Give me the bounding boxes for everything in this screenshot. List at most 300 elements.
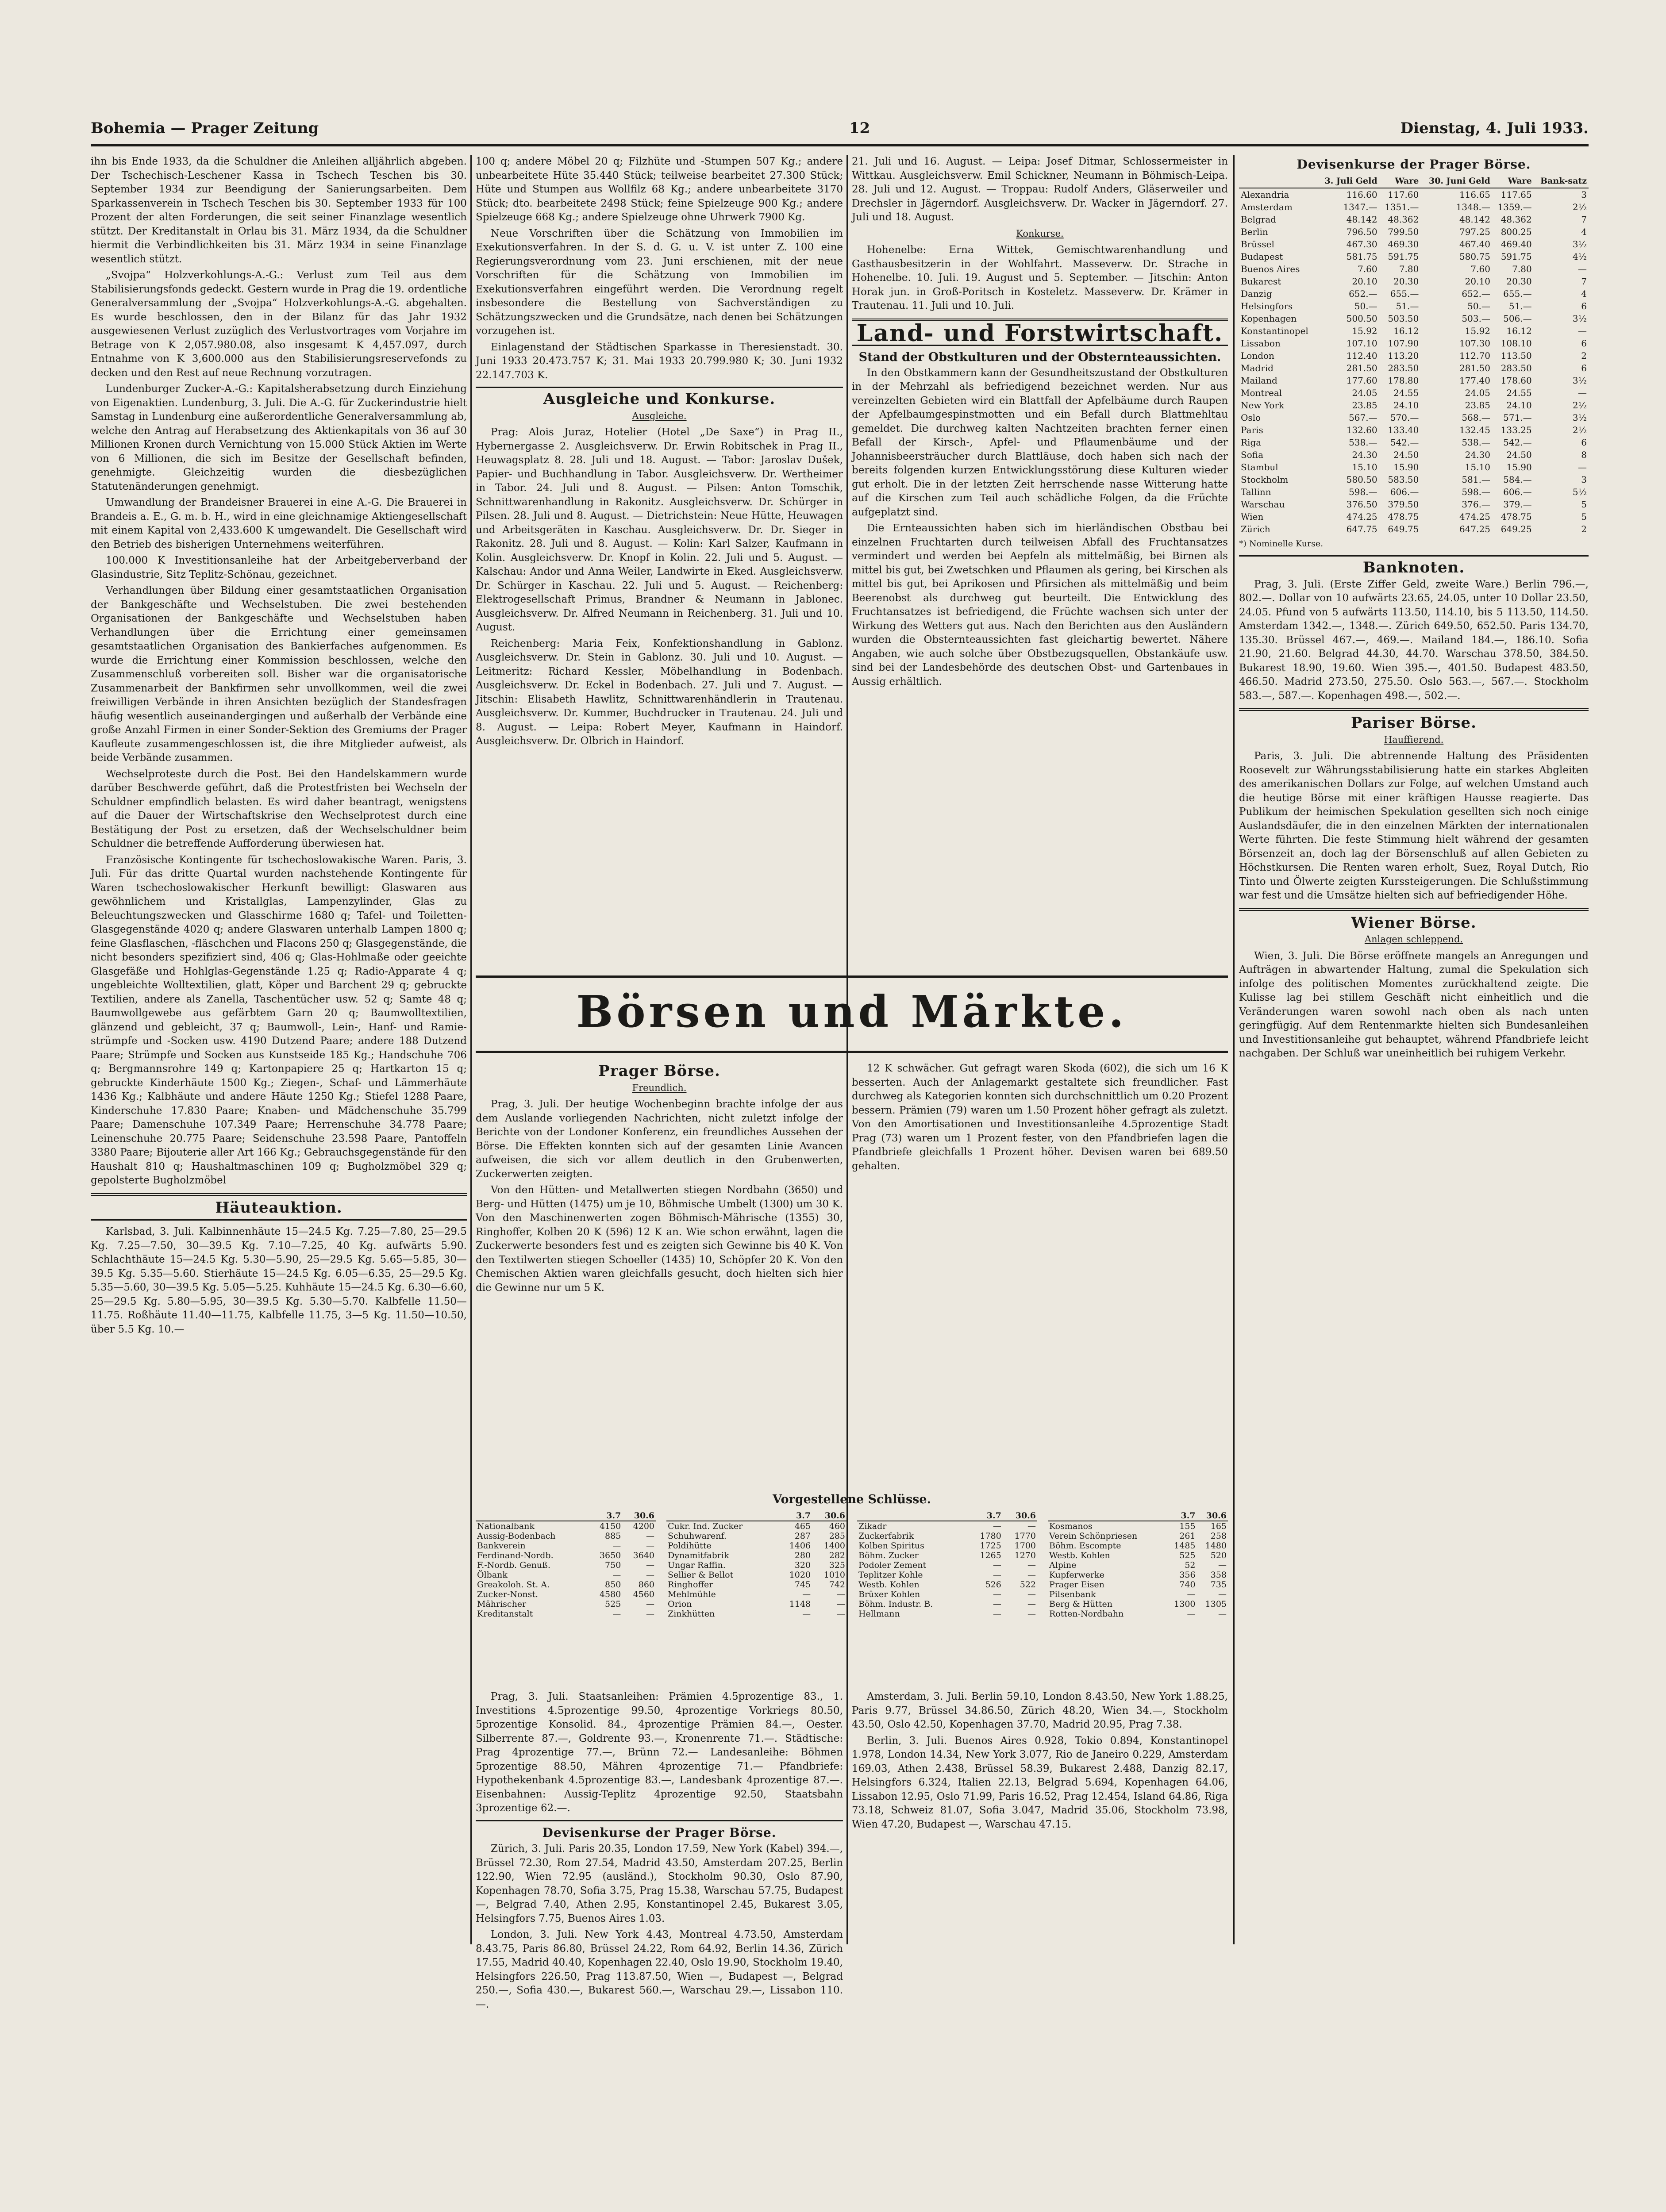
table-cell: Alexandria <box>1241 189 1289 200</box>
table-cell: 469.40 <box>1501 238 1532 250</box>
table-cell: 48.362 <box>1388 214 1419 225</box>
table-cell: 48.142 <box>1459 214 1490 225</box>
article-paragraph: In den Obstkammern kann der Gesundheitszustand der Obstkulturen in der Mehrzahl als befriedigend bezeichnet werden. Nur aus vereinzelten Gebieten wird ein Blattfall der Apfelbäume durch Raupen der Apfelbaumgespinstmotten und ein Befall durch Blattmehltau gemeldet. Die durchweg kalten Nachtzeiten brachten ferner einen Befall der Kirsch-, Apfel- und Pflaumenbäume und der Johannisbeersträucher durch Blattläuse, doch haben sich nach der bereits folgenden kurzen Entwicklungsstörung diese Kulturen wieder gut erholt. Die in der letzten Zeit herrschende nasse Witterung hatte auf die Kirschen zum Teil auch schädliche Folgen, da die Früchte aufgeplatzt sind. <box>852 367 1228 518</box>
article-paragraph: Hohenelbe: Erna Wittek, Gemischtwarenhandlung und Gasthausbesitzerin in der Wohlfahrt. Masseverw. Dr. Strache in Hohenelbe. 10. Juli. 19. August und 5. September. — Jitschin: Anton Horak jun. in Groß-Poritsch in Kosteletz. Masseverw. Dr. Krämer in Trautenau. 11. Juli und 10. Juli. <box>852 244 1228 311</box>
table-cell: 15.90 <box>1506 461 1532 472</box>
table-cell: 281.50 <box>1346 362 1377 373</box>
table-cell: 24.30 <box>1465 449 1490 460</box>
table-cell: 379.— <box>1503 499 1532 510</box>
exchange-rate-table <box>1239 174 1589 535</box>
table-cell: — <box>612 1541 621 1551</box>
table-row <box>476 1590 656 1599</box>
table-cell: Ölbank <box>477 1570 508 1580</box>
column-header <box>1048 1511 1166 1521</box>
table-cell: 16.12 <box>1393 325 1419 336</box>
table-cell: 860 <box>638 1580 654 1590</box>
closing-prices-subtable <box>666 1511 846 1619</box>
table-cell: 520 <box>1210 1551 1227 1560</box>
section-title: Wiener Börse. <box>1351 914 1477 932</box>
table-cell: 24.55 <box>1393 387 1419 398</box>
table-row <box>1048 1590 1228 1599</box>
table-cell: Danzig <box>1241 288 1272 299</box>
table-row <box>857 1590 1037 1599</box>
table-cell: 7.80 <box>1399 263 1419 274</box>
table-cell: 281.50 <box>1459 362 1490 373</box>
table-title: Vorgestellene Schlüsse. <box>773 1493 931 1506</box>
table-cell: 538.— <box>1349 437 1377 448</box>
article-paragraph: Französische Kontingente für tschechoslowakische Waren. Paris, 3. Juli. Für das dritte Quartal wurden nachstehende Kontingente für Waren tschechoslowakischer Herkunft bewilligt: Glaswaren aus gewöhnlichem und Kristallglas, Lampenzylinder, Glas zu Beleuchtungszwecken und Glasschirme 1680 q; Tafel- und Toiletten-Glasgegenstände 4020 q; andere Glaswaren unterhalb Lampen 1800 q; feine Glasflaschen, -fläschchen und Flacons 250 q; Glasgegenstände, die nicht besonders spezifiziert sind, 406 q; Glas-Hohlmaße oder geeichte Glasgefäße und Hohlglas-Gegenstände 1.25 q; Radio-Apparate 4 q; ungebleichte Wolltextilien, glatt, Köper und Barchent 29 q; gebruckte Textilien, andere als Zanella, Taschentücher usw. 52 q; Samte 48 q; Baumwollgewebe aus gefärbtem Garn 20 q; Baumwolltextilien, glänzend und gebleicht, 37 q; Baumwoll-, Lein-, Hanf- und Ramie-strümpfe und -Socken usw. 4190 Dutzend Paare; andere 188 Dutzend Paare; Strümpfe und Socken aus Kunstseide 185 Kg.; Handschuhe 706 q; Bergmannsrohre 149 q; Kartonpapiere 25 q; Hartkarton 15 q; gebruckte Kinderhäute 1500 Kg.; Ziegen-, Schaf- und Lämmerhäute 1436 Kg.; Kalbhäute und andere Häute 1250 Kg.; Stiefel 1288 Paare, Kinderschuhe 17.830 Paare; Knaben- und Mädchenschuhe 35.799 Paare; Damenschuhe 107.349 Paare; Herrenschuhe 34.778 Paare; Leinenschuhe 20.775 Paare; Seidenschuhe 23.598 Paare, Pantoffeln 3380 Paare; Bijouterie aller Art 166 Kg.; Gebrauchsgegenstände für den Haushalt 810 q; Haushaltmaschinen 109 q; Bugholzmöbel 329 q; gepolsterte Bugholzmöbel <box>91 854 467 1186</box>
table-row <box>1239 188 1589 201</box>
table-cell: 15.92 <box>1352 325 1377 336</box>
table-cell: 51.— <box>1396 300 1419 311</box>
table-row <box>1239 449 1589 461</box>
column-header: 3.7 <box>777 1511 812 1521</box>
table-cell: — <box>1027 1570 1036 1580</box>
table-row <box>857 1599 1037 1609</box>
table-header-row <box>857 1511 1037 1521</box>
table-cell: Nationalbank <box>477 1521 535 1531</box>
table-row <box>666 1590 846 1599</box>
table-cell: 1406 <box>789 1541 811 1551</box>
table-row <box>1239 411 1589 424</box>
table-cell: 16.12 <box>1506 325 1532 336</box>
table-cell: Mehlmühle <box>668 1590 716 1599</box>
table-cell: 7.60 <box>1358 263 1377 274</box>
table-cell: — <box>993 1560 1001 1570</box>
table-cell: — <box>993 1609 1001 1619</box>
table-cell: 3½ <box>1572 412 1587 423</box>
table-cell: Oslo <box>1241 412 1261 423</box>
section-title: Prager Börse. <box>598 1062 720 1080</box>
table-cell: — <box>1027 1560 1036 1570</box>
table-cell: 850 <box>605 1580 621 1590</box>
table-row <box>666 1580 846 1590</box>
table-cell: 568.— <box>1462 412 1490 423</box>
running-head <box>91 111 1589 137</box>
table-cell: Verein Schönpriesen <box>1049 1531 1138 1541</box>
section-subtitle: Hauffierend. <box>1384 734 1444 745</box>
table-cell: Brüssel <box>1241 238 1274 250</box>
table-cell: 24.10 <box>1506 399 1532 411</box>
column-header <box>857 1511 968 1521</box>
article-paragraph: 21. Juli und 16. August. — Leipa: Josef Ditmar, Schlossermeister in Wittkau. Ausgleichsverw. Emil Schickner, Neumann in Böhmisch-Leipa. 28. Juli und 12. August. — Troppau: Rudolf Anders, Gläserweiler und Drechsler in Jägerndorf. Ausgleichsverw. Dr. Wacker in Jägerndorf. 27. Juli und 18. August. <box>852 156 1228 223</box>
table-row <box>476 1599 656 1609</box>
table-cell: 15.10 <box>1465 461 1490 472</box>
table-cell: Ungar Raffin. <box>668 1560 726 1570</box>
table-cell: — <box>837 1609 845 1619</box>
article-paragraph: Prag, 3. Juli. Staatsanleihen: Prämien 4.5prozentige 83., 1. Investitions 4.5prozentige 99.50, 4prozentige Vorkriegs 80.50, 5prozentige Konsolid. 84., 4prozentige Prämien 84.—, Oester. Silberrente 87.—, Goldrente 93.—, Kronenrente 71.—. Städtische: Prag 4prozentige 77.—, Brünn 72.— Landesanleihe: Böhmen 5prozentige 88.50, Mähren 4prozentige 71.— Pfandbriefe: Hypothekenbank 4.5prozentige 83.—, Landesbank 4prozentige 87.—. Eisenbahnen: Aussig-Teplitz 4prozentige 92.50, Staatsbahn 3prozentige 62.—. <box>476 1691 843 1814</box>
table-cell: Tallinn <box>1241 486 1271 497</box>
table-cell: 1359.— <box>1497 201 1532 212</box>
article-paragraph: London, 3. Juli. New York 4.43, Montreal 4.73.50, Amsterdam 8.43.75, Paris 86.80, Brüssel 24.22, Rom 64.92, Berlin 14.36, Zürich 17.55, Madrid 40.40, Kopenhagen 22.40, Oslo 19.90, Stockholm 19.40, Helsingfors 226.50, Prag 113.87.50, Wien —, Budapest —, Belgrad 250.—, Sofia 430.—, Bukarest 560.—, Warschau 29.—, Lissabon 110.—. <box>476 1929 843 2010</box>
table-row <box>666 1599 846 1609</box>
column-header: 3. Juli Geld <box>1317 174 1379 188</box>
table-cell: Bankverein <box>477 1541 526 1551</box>
table-row <box>1239 523 1589 535</box>
table-cell: — <box>993 1570 1001 1580</box>
table-cell: 2½ <box>1572 424 1587 435</box>
table-cell: 478.75 <box>1501 511 1532 522</box>
article-paragraph: ihn bis Ende 1933, da die Schuldner die Anleihen alljährlich abgeben. Der Tschechisch-Leschener Kassa in Tschech Teschen bis 30. September 1934 zur Beendigung der Sanierungsarbeiten. Dem Sparkassenverein in Tschech Teschen bis 30. September 1933 für 100 Prozent der alten Forderungen, die seit seiner Finanzlage wesentlich stützt. Der Kreditanstalt in Orlau bis 31. März 1934, da die Schuldner hiermit die Verbindlichkeiten bis 31. März 1934 in seine Finanzlage wesentlich stützt. <box>91 156 467 265</box>
table-cell: 2 <box>1581 523 1587 534</box>
section-title: Ausgleiche und Konkurse. <box>543 390 776 408</box>
table-cell: 8 <box>1581 449 1587 460</box>
table-cell: 460 <box>829 1521 845 1531</box>
table-row <box>476 1541 656 1551</box>
table-cell: — <box>1027 1590 1036 1599</box>
table-cell: Madrid <box>1241 362 1274 373</box>
table-cell: 51.— <box>1508 300 1532 311</box>
column-rule <box>1233 155 1235 1944</box>
table-cell: 652.— <box>1349 288 1377 299</box>
table-cell: 591.75 <box>1501 251 1532 262</box>
table-row <box>666 1531 846 1541</box>
table-cell: 15.10 <box>1352 461 1377 472</box>
table-cell: 155 <box>1179 1521 1196 1531</box>
table-row <box>1239 362 1589 374</box>
column-header <box>476 1511 589 1521</box>
table-cell: 580.50 <box>1346 474 1377 485</box>
table-row <box>857 1541 1037 1551</box>
table-cell: 745 <box>794 1580 811 1590</box>
table-row <box>1048 1551 1228 1560</box>
table-cell: 3 <box>1581 474 1587 485</box>
table-row <box>666 1521 846 1531</box>
column-header: 30.6 <box>812 1511 846 1521</box>
table-cell: 50.— <box>1467 300 1490 311</box>
table-cell: 7 <box>1581 214 1587 225</box>
table-row <box>1239 461 1589 473</box>
table-cell: 503.50 <box>1388 313 1419 324</box>
article-paragraph: 12 K schwächer. Gut gefragt waren Skoda (602), die sich um 16 K besserten. Auch der Anlagemarkt gestaltete sich freundlicher. Fast durchweg als Kategorien konnten sich durchschnittlich um 0.20 Prozent bessern. Prämien (79) waren um 1.50 Prozent höher gefragt als zuletzt. Von den Amortisationen und Investitionsanleihe 4.5prozentige Stadt Prag (73) waren um 1 Prozent fester, von den Pfandbriefen lagen die Pfandbriefe gleichfalls 1 Prozent höher. Devisen waren bei 689.50 gehalten. <box>852 1063 1228 1172</box>
article-paragraph: Die Ernteaussichten haben sich im hierländischen Obstbau bei einzelnen Fruchtarten durch teilweisen Abfall des Fruchtansatzes vermindert und werden bei Aepfeln als mittelmäßig, bei Birnen als mittel bis gut, bei Zwetschken und Pflaumen als gering, bei Kirschen als mittel bis gut, bei Aprikosen und Pfirsichen als mittelmäßig und beim Beerenobst als durchweg gut beurteilt. Die Entwicklung des Fruchtansatzes ist befriedigend, die Früchte wachsen sich unter der Wirkung des Wetters gut aus. Nach den Berichten aus den Ausländern wurden die Obsternteaussichten fast gleichartig bewertet. Nähere Angaben, wie auch solche über Obstbezugsquellen, Obstankäufe usw. sind bei der Landesbehörde des deutschen Obst- und Gartenbaues in Aussig erhältlich. <box>852 522 1228 687</box>
table-row <box>666 1609 846 1619</box>
table-row <box>476 1521 656 1531</box>
table-cell: 6 <box>1581 300 1587 311</box>
table-cell: 580.75 <box>1459 251 1490 262</box>
table-cell: Westb. Kohlen <box>858 1580 920 1590</box>
table-cell: — <box>1218 1609 1227 1619</box>
table-cell: Lissabon <box>1241 338 1281 349</box>
table-cell: London <box>1241 350 1274 361</box>
table-row <box>1048 1541 1228 1551</box>
table-cell: 356 <box>1179 1570 1196 1580</box>
table-cell: 598.— <box>1349 486 1377 497</box>
table-cell: 2½ <box>1572 399 1587 411</box>
section-subtitle: Ausgleiche. <box>632 410 687 421</box>
table-row <box>1048 1609 1228 1619</box>
table-cell: 742 <box>829 1580 845 1590</box>
table-row <box>476 1531 656 1541</box>
table-row <box>1239 387 1589 399</box>
staatsanleihen-article <box>476 1690 843 2010</box>
table-cell: 1770 <box>1014 1531 1036 1541</box>
column-header: 30.6 <box>1003 1511 1037 1521</box>
section-title: Devisenkurse der Prager Börse. <box>1297 157 1531 172</box>
table-cell: — <box>612 1570 621 1580</box>
table-cell: Brüxer Kohlen <box>858 1590 920 1599</box>
table-row <box>857 1521 1037 1531</box>
table-cell: 647.25 <box>1459 523 1490 534</box>
column-header: 3.7 <box>968 1511 1003 1521</box>
table-cell: Budapest <box>1241 251 1283 262</box>
table-cell: — <box>646 1560 654 1570</box>
table-cell: 287 <box>794 1531 811 1541</box>
banner-rule <box>476 975 1228 978</box>
section-rule <box>1239 555 1589 557</box>
table-row <box>1239 300 1589 312</box>
table-cell: 24.05 <box>1465 387 1490 398</box>
table-row <box>857 1570 1037 1580</box>
section-rule <box>1239 708 1589 711</box>
header-rule <box>91 144 1589 146</box>
table-cell: — <box>802 1590 811 1599</box>
table-header-row <box>666 1511 846 1521</box>
table-cell: Dynamitfabrik <box>668 1551 729 1560</box>
table-cell: — <box>1027 1609 1036 1619</box>
table-cell: 2½ <box>1572 201 1587 212</box>
table-cell: 1400 <box>823 1541 845 1551</box>
table-row <box>1239 424 1589 436</box>
banner-rule <box>476 1051 1228 1053</box>
table-cell: Pilsenbank <box>1049 1590 1096 1599</box>
section-title: Pariser Börse. <box>1351 714 1477 732</box>
table-cell: Alpine <box>1049 1560 1077 1570</box>
article-paragraph: Verhandlungen über Bildung einer gesamtstaatlichen Organisation der Bankgeschäfte und Wechselstuben. Die zwei bestehenden Organisationen der Bankgeschäfte und Wechselstuben haben Verhandlungen über die Errichtung einer gemeinsamen gesamtstaatlichen Organisation des Bankierfaches aufgenommen. Es wurde die Errichtung einer Kommission beschlossen, welche den Zusammenschluß vorbereiten soll. Bisher war die organisatorische Zusammenarbeit der Bankfirmen sehr unvollkommen, weil die zwei freiwilligen Verbände in ihren Ansichten bezüglich der Standesfragen häufig wesentlich auseinandergingen und außerhalb der Verbände eine große Anzahl Firmen in einer Sonder-Sektion des Gremiums der Prager Kaufleute zusammengeschlossen ist, die ihre Mitglieder aufweist, als beide Verbände zusammen. <box>91 585 467 764</box>
table-cell: 24.50 <box>1393 449 1419 460</box>
table-cell: Böhm. Industr. B. <box>858 1599 933 1609</box>
table-cell: F.-Nordb. Genuß. <box>477 1560 550 1570</box>
table-cell: 261 <box>1179 1531 1196 1541</box>
table-cell: 655.— <box>1390 288 1419 299</box>
table-cell: 117.60 <box>1388 189 1419 200</box>
table-cell: — <box>1187 1590 1196 1599</box>
table-cell: 325 <box>829 1560 845 1570</box>
article-paragraph: 100 q; andere Möbel 20 q; Filzhüte und -Stumpen 507 Kg.; andere unbearbeitete Hüte 35.440 Stück; teilweise bearbeitet 27.300 Stück; Hüte und Stumpen aus Wollfilz 68 Kg.; andere unbearbeitete 3170 Stück; dto. bearbeitete 2498 Stück; feine Spielzeuge 900 Kg.; andere Spielzeuge 668 Kg.; andere Spielzeuge ohne Uhrwerk 7900 Kg. <box>476 156 843 223</box>
table-cell: — <box>1027 1599 1036 1609</box>
table-cell: 885 <box>605 1531 621 1541</box>
table-cell: 571.— <box>1503 412 1532 423</box>
table-row <box>476 1551 656 1560</box>
column-header: Ware <box>1379 174 1421 188</box>
table-cell: Zucker-Nonst. <box>477 1590 539 1599</box>
table-cell: Teplitzer Kohle <box>858 1570 923 1580</box>
table-cell: Poldihütte <box>668 1541 712 1551</box>
table-row <box>1239 201 1589 213</box>
table-cell: Zikadr <box>858 1521 887 1531</box>
table-cell: 113.50 <box>1501 350 1532 361</box>
table-cell: 116.65 <box>1459 189 1490 200</box>
table-cell: 647.75 <box>1346 523 1377 534</box>
table-cell: 112.70 <box>1459 350 1490 361</box>
table-cell: 1485 <box>1174 1541 1196 1551</box>
table-cell: Mailand <box>1241 375 1277 386</box>
table-cell: 358 <box>1210 1570 1227 1580</box>
table-row <box>1239 275 1589 288</box>
table-cell: 1305 <box>1205 1599 1227 1609</box>
table-header-row <box>1048 1511 1228 1521</box>
closing-prices-subtable <box>1048 1511 1228 1619</box>
article-paragraph: „Svojpa“ Holzverkohlungs-A.-G.: Verlust zum Teil aus dem Stabilisierungsfonds gedeckt. Gestern wurde in Prag die 19. ordentliche Generalversammlung der „Svojpa“ Holzverkohlungs-A.-G. abgehalten. Es wurde beschlossen, den in der Bilanz für das Jahr 1932 ausgewiesenen Verlust zuzüglich des Verlustvortrages vom Vorjahre im Betrage von K 2,057.980.08, also insgesamt K 4,457.097, durch Entnahme von K 3,600.000 aus den Stabilisierungsreservefonds zu decken und den Rest auf neue Rechnung vorzutragen. <box>91 269 467 379</box>
section-rule <box>476 387 843 388</box>
table-row <box>1048 1570 1228 1580</box>
section-rule <box>91 1219 467 1221</box>
table-cell: 606.— <box>1390 486 1419 497</box>
table-cell: 478.75 <box>1388 511 1419 522</box>
table-cell: New York <box>1241 399 1284 411</box>
table-cell: 538.— <box>1462 437 1490 448</box>
table-cell: 15.92 <box>1465 325 1490 336</box>
table-cell: 283.50 <box>1388 362 1419 373</box>
table-row <box>857 1531 1037 1541</box>
table-cell: Prager Eisen <box>1049 1580 1104 1590</box>
table-cell: 5 <box>1581 499 1587 510</box>
table-cell: 23.85 <box>1352 399 1377 411</box>
table-row <box>1239 263 1589 275</box>
table-cell: 584.— <box>1503 474 1532 485</box>
table-cell: Kreditanstalt <box>477 1609 533 1619</box>
table-cell: 4150 <box>599 1521 621 1531</box>
table-cell: Kolben Spiritus <box>858 1541 924 1551</box>
table-cell: 1020 <box>789 1570 811 1580</box>
article-paragraph: Prag, 3. Juli. Der heutige Wochenbeginn brachte infolge der aus dem Auslande vorliegenden Nachrichten, nicht zuletzt infolge der Berichte von der Londoner Konferenz, ein freundliches Aussehen der Börse. Die Effekten konnten sich auf der gesamten Linie Avancen aufweisen, die sich vor allem deutlich in den Grubenwerten, Zuckerwerten zeigten. <box>476 1098 843 1180</box>
table-cell: 50.— <box>1354 300 1377 311</box>
table-cell: 503.— <box>1462 313 1490 324</box>
column-header: Bank-satz <box>1534 174 1589 188</box>
table-cell: 1270 <box>1014 1551 1036 1560</box>
table-cell: 735 <box>1210 1580 1227 1590</box>
table-cell: Konstantinopel <box>1241 325 1308 336</box>
table-row <box>1239 238 1589 250</box>
table-cell: 655.— <box>1503 288 1532 299</box>
table-cell: Kopenhagen <box>1241 313 1297 324</box>
table-cell: 652.— <box>1462 288 1490 299</box>
table-cell: 583.50 <box>1388 474 1419 485</box>
table-cell: Helsingfors <box>1241 300 1293 311</box>
table-cell: 108.10 <box>1501 338 1532 349</box>
closing-prices-grid <box>476 1511 1228 1619</box>
table-cell: Aussig-Bodenbach <box>477 1531 556 1541</box>
table-row <box>1239 213 1589 226</box>
table-row <box>1239 399 1589 411</box>
table-row <box>857 1580 1037 1590</box>
table-cell: Zuckerfabrik <box>858 1531 914 1541</box>
closing-prices-table <box>476 1491 1228 1677</box>
table-cell: 1725 <box>980 1541 1001 1551</box>
table-cell: 7 <box>1581 276 1587 287</box>
table-cell: 3640 <box>633 1551 654 1560</box>
section-rule <box>476 1820 843 1821</box>
table-cell: 107.30 <box>1459 338 1490 349</box>
table-cell: 542.— <box>1503 437 1532 448</box>
table-row <box>1239 288 1589 300</box>
column-header <box>1239 174 1317 188</box>
table-row <box>1239 312 1589 325</box>
table-cell: 649.25 <box>1501 523 1532 534</box>
table-cell: 4 <box>1581 288 1587 299</box>
table-cell: Zinkhütten <box>668 1609 715 1619</box>
article-paragraph: Wechselproteste durch die Post. Bei den Handelskammern wurde darüber Beschwerde geführt, daß die Protestfristen bei Wechseln der Schuldner empfindlich belasten. Es wird daher beantragt, wenigstens auf die Dauer der Wirtschaftskrise den Wechselprotest durch eine Bestätigung der Post zu ersetzen, daß der Wechselschuldner beim Schuldner die betreffende Aufforderung überwiesen hat. <box>91 768 467 849</box>
table-cell: 15.90 <box>1393 461 1419 472</box>
article-paragraph: Lundenburger Zucker-A.-G.: Kapitalsherabsetzung durch Einziehung von Eigenaktien. Lundenburg, 3. Juli. Die A.-G. für Zuckerindustrie hielt Samstag in Lundenburg eine außerordentliche Generalversammlung ab, welche den Antrag auf Herabsetzung des Aktienkapitals von 36 auf 30 Millionen Kronen durch Vernichtung von 15.000 Stück Aktien im Werte von 6 Millionen, die sich im Besitze der Gesellschaft befinden, genehmigte. Gleichzeitig wurden die diesbezüglichen Statutenänderungen genehmigt. <box>91 383 467 492</box>
table-row <box>476 1580 656 1590</box>
section-title: Land- und Forstwirtschaft. <box>856 319 1224 347</box>
table-row <box>1048 1580 1228 1590</box>
table-cell: 24.55 <box>1506 387 1532 398</box>
table-row <box>857 1560 1037 1570</box>
table-row <box>1239 337 1589 349</box>
column-3 <box>852 155 1228 969</box>
table-row <box>476 1570 656 1580</box>
table-row <box>1239 473 1589 486</box>
table-cell: 112.40 <box>1346 350 1377 361</box>
table-cell: 20.30 <box>1393 276 1419 287</box>
table-cell: 1700 <box>1014 1541 1036 1551</box>
table-row <box>476 1609 656 1619</box>
table-cell: 7.60 <box>1470 263 1490 274</box>
closing-prices-subtable <box>857 1511 1037 1619</box>
table-cell: — <box>646 1609 654 1619</box>
table-cell: 24.10 <box>1393 399 1419 411</box>
table-cell: — <box>802 1609 811 1619</box>
table-cell: Mährischer <box>477 1599 527 1609</box>
table-cell: 320 <box>794 1560 811 1570</box>
foreign-exchange-article <box>852 1690 1228 1982</box>
issue-date: Dienstag, 4. Juli 1933. <box>1400 119 1589 137</box>
article-paragraph: 100.000 K Investitionsanleihe hat der Arbeitgeberverband der Glasindustrie, Sitz Teplitz-Schönau, gezeichnet. <box>91 555 467 580</box>
table-cell: Kupferwerke <box>1049 1570 1104 1580</box>
table-cell: Kosmanos <box>1049 1521 1093 1531</box>
table-cell: Berg & Hütten <box>1049 1599 1113 1609</box>
table-cell: 591.75 <box>1388 251 1419 262</box>
table-cell: 581.— <box>1462 474 1490 485</box>
table-cell: 2 <box>1581 350 1587 361</box>
running-head-left: Bohemia — Prager Zeitung <box>91 119 319 137</box>
table-row <box>666 1570 846 1580</box>
table-cell: 467.40 <box>1459 238 1490 250</box>
table-cell: 1347.— <box>1343 201 1377 212</box>
table-cell: 796.50 <box>1346 226 1377 237</box>
table-cell: 465 <box>794 1521 811 1531</box>
table-cell: — <box>1187 1609 1196 1619</box>
table-row <box>1048 1521 1228 1531</box>
table-cell: 3½ <box>1572 375 1587 386</box>
table-row <box>666 1541 846 1551</box>
table-cell: — <box>837 1599 845 1609</box>
section-title: Häuteauktion. <box>215 1198 342 1217</box>
table-cell: 113.20 <box>1388 350 1419 361</box>
section-rule <box>91 1193 467 1196</box>
table-cell: 3½ <box>1572 313 1587 324</box>
table-row <box>857 1551 1037 1560</box>
table-cell: 799.50 <box>1388 226 1419 237</box>
table-cell: 4580 <box>599 1590 621 1599</box>
table-footnote: *) Nominelle Kurse. <box>1239 538 1324 549</box>
table-cell: Berlin <box>1241 226 1268 237</box>
table-cell: 1010 <box>823 1570 845 1580</box>
table-cell: 4 <box>1581 226 1587 237</box>
table-row <box>1239 226 1589 238</box>
table-cell: 3½ <box>1572 238 1587 250</box>
page-number: 12 <box>849 119 870 137</box>
table-cell: Hellmann <box>858 1609 900 1619</box>
table-cell: Stambul <box>1241 461 1278 472</box>
table-cell: 500.50 <box>1346 313 1377 324</box>
table-cell: 282 <box>829 1551 845 1560</box>
table-cell: 379.50 <box>1388 499 1419 510</box>
section-subtitle: Anlagen schleppend. <box>1364 934 1463 945</box>
table-cell: 283.50 <box>1501 362 1532 373</box>
